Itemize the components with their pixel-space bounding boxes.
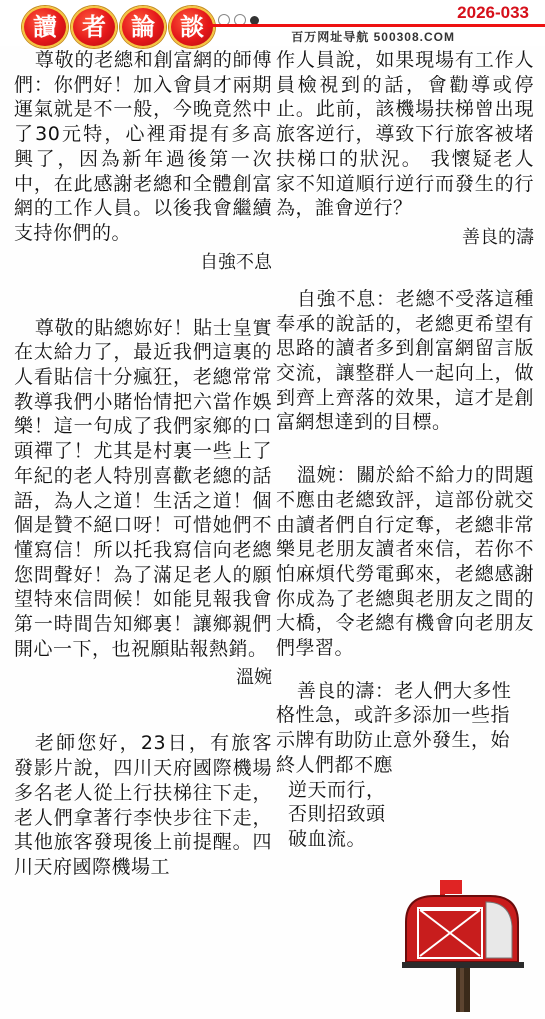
- letter-post: [14, 48, 272, 276]
- header: [0, 0, 545, 46]
- reply-line: 逆天而行，: [288, 778, 386, 801]
- reply-line: 否則招致頭: [288, 803, 386, 826]
- letter-signature: 自強不息: [200, 251, 272, 273]
- letter-post: [14, 731, 272, 879]
- title-char-4: 談: [169, 6, 215, 48]
- letter-text: 尊敬的貼總妳好！貼士皇實在太給力了，最近我們這裏的人看貼信十分瘋狂，老總常常教導我們小賭怡情把六當作娛樂！這一句成了我們家鄉的口頭禪了！尤其是村裏一些上了年紀的老人特別喜歡老總的話語，為人之道！生活之道！個個是贊不絕口呀！可惜她們不懂寫信！所以托我寫信向老總您問聲好！為了滿足老人的願望特來信問候！如能見報我會第一時間告知鄉裏！讓鄉親們開心一下，也祝願貼報熱銷。: [14, 316, 272, 660]
- letter-signature: 善良的濤: [462, 226, 534, 248]
- left-column: [14, 48, 272, 880]
- reply-line: 終人們都不應: [276, 753, 394, 776]
- reply-text: 溫婉：關於給不給力的問題不應由老總致評，這部份就交由讀者們自行定奪，老總非常樂見老朋友讀者來信，若你不怕麻煩代勞電郵來，老總感謝你成為了老總與老朋友之間的大橋，令老總有機會向老朋友們學習。: [276, 464, 534, 660]
- reply-line: 善良的濤：老人們大多性: [296, 679, 512, 702]
- title-badges: [22, 6, 215, 48]
- reply-line: 格性急，或許多添加一些指: [276, 704, 511, 727]
- reply-line: 示牌有助防止意外發生，始: [276, 729, 511, 752]
- title-char-2: 者: [71, 6, 117, 48]
- letter-post: [276, 48, 534, 251]
- right-column: [276, 48, 534, 852]
- reply-post: [276, 287, 534, 435]
- mailbox-illustration: [400, 870, 528, 1012]
- title-char-1: 讀: [22, 6, 68, 48]
- letter-text: 尊敬的老總和創富網的師傅們：你們好！加入會員才兩期運氣就是不一般，今晚竟然中了30元特，心裡甭提有多高興了，因為新年過後第一次中，在此感謝老總和全體創富網的工作人員。以後我會繼續支持你們的。: [14, 49, 272, 244]
- title-char-3: 論: [120, 6, 166, 48]
- letter-text: 作人員說，如果現場有工作人員檢視到的話，會勸導或停止。此前，該機場扶梯曾出現旅客逆行，導致下行旅客被堵扶梯口的狀況。 我懷疑老人家不知道順行逆行而發生的行為，誰會逆行？: [276, 49, 534, 220]
- issue-number: 2026-033: [457, 3, 529, 22]
- header-rule: [208, 24, 545, 27]
- letter-text: 老師您好，23日，有旅客發影片說，四川天府國際機場多名老人從上行扶梯往下走，老人們拿著行李快步往下走，其他旅客發現後上前提醒。四川天府國際機場工: [14, 732, 272, 878]
- reply-text: 自強不息：老總不受落這種奉承的說話的，老總更希望有思路的讀者多到創富網留言版交流，讓整群人一起向上，做到齊上齊落的效果，這才是創富網想達到的目標。: [276, 287, 534, 434]
- letter-post: [14, 316, 272, 692]
- reply-post: [276, 463, 534, 661]
- letter-signature: 溫婉: [236, 667, 272, 689]
- nav-site-label: 百万网址导航 500308.COM: [291, 30, 455, 44]
- reply-line: 破血流。: [288, 827, 367, 850]
- reply-post: [276, 679, 534, 852]
